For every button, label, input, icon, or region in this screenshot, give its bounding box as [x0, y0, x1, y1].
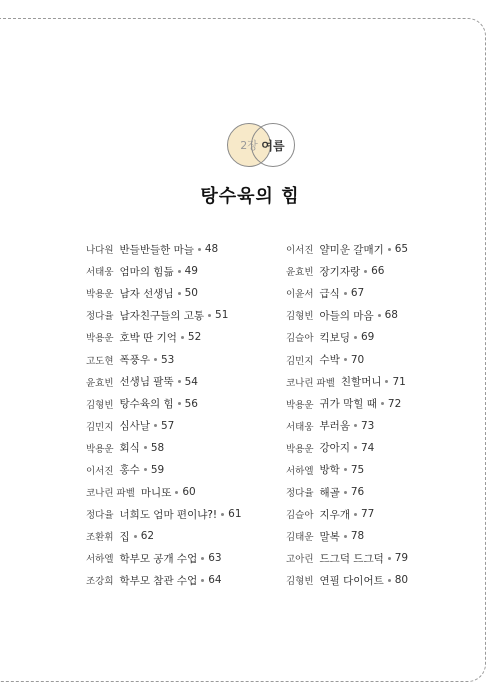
- toc-author: 코나린 파벨: [286, 377, 335, 389]
- dot-separator: [208, 314, 211, 317]
- toc-page-number: 65: [394, 243, 409, 256]
- toc-story-title: 마니또: [140, 486, 172, 499]
- toc-author: 나다원: [86, 245, 114, 257]
- toc-story-title: 학부모 참관 수업: [119, 574, 198, 587]
- dot-separator: [178, 380, 181, 383]
- chapter-title: 탕수육의 힘: [200, 186, 300, 207]
- toc-story-title: 해골: [319, 486, 340, 499]
- toc-page-number: 76: [350, 486, 365, 499]
- toc-entry: [286, 437, 408, 459]
- dot-separator: [178, 270, 181, 273]
- toc-page-number: 58: [150, 441, 165, 454]
- toc-page-number: 56: [184, 397, 198, 410]
- toc-story-title: 학부모 공개 수업: [119, 552, 198, 565]
- toc-story-title: 반들반들한 마늘: [119, 243, 194, 256]
- toc-story-title: 부러움: [319, 420, 350, 433]
- toc-page-number: 49: [184, 265, 198, 278]
- toc-author: 이윤서: [286, 289, 314, 301]
- toc-author: 정다율: [86, 311, 114, 323]
- dot-separator: [344, 468, 347, 471]
- toc-story-title: 아들의 마음: [319, 309, 374, 322]
- toc-entry: [286, 260, 408, 282]
- dot-separator: [364, 270, 367, 273]
- toc-author: 조환휘: [86, 532, 114, 544]
- toc-author: 이서진: [286, 245, 314, 257]
- toc-page-number: 59: [150, 463, 165, 476]
- toc-entry: [86, 326, 242, 348]
- dot-separator: [154, 424, 157, 427]
- toc-story-title: 급식: [319, 287, 340, 300]
- toc-story-title: 지우개: [319, 508, 350, 521]
- toc-page-number: 69: [360, 331, 375, 344]
- page-frame: [0, 18, 486, 682]
- dot-separator: [344, 292, 347, 295]
- dot-separator: [144, 446, 147, 449]
- dot-separator: [198, 248, 201, 251]
- toc-entry: [86, 437, 242, 459]
- toc-page-number: 50: [184, 287, 198, 300]
- toc-author: 고아린: [286, 554, 314, 566]
- toc-author: 박용운: [286, 399, 314, 411]
- toc-author: 서태웅: [86, 267, 114, 279]
- toc-entry: [286, 547, 408, 569]
- season-label: 여름: [261, 138, 285, 153]
- toc-story-title: 말복: [319, 530, 340, 543]
- dot-separator: [354, 513, 357, 516]
- toc-entry: [86, 260, 242, 282]
- toc-entry: [86, 547, 242, 569]
- toc-author: 고도현: [86, 355, 114, 367]
- dot-separator: [344, 358, 347, 361]
- toc-page-number: 74: [360, 441, 375, 454]
- toc-story-title: 킥보딩: [319, 331, 350, 344]
- dot-separator: [144, 468, 147, 471]
- toc-story-title: 호박 딴 기억: [119, 331, 177, 344]
- dot-separator: [344, 491, 347, 494]
- dot-separator: [221, 513, 224, 516]
- dot-separator: [201, 579, 204, 582]
- toc-page-number: 67: [350, 287, 365, 300]
- toc-entry: [86, 238, 242, 260]
- toc-entry: [286, 415, 408, 437]
- toc-entry: [286, 304, 408, 326]
- toc-page-number: 79: [394, 552, 409, 565]
- toc-entry: [286, 503, 408, 525]
- dot-separator: [201, 557, 204, 560]
- dot-separator: [354, 424, 357, 427]
- toc-author: 김민지: [286, 355, 314, 367]
- dot-separator: [385, 380, 388, 383]
- toc-story-title: 남자 선생님: [119, 287, 174, 300]
- toc-entry: [86, 304, 242, 326]
- toc-entry: [86, 481, 242, 503]
- toc-story-title: 집: [119, 530, 130, 543]
- dot-separator: [344, 535, 347, 538]
- dot-separator: [388, 248, 391, 251]
- toc-entry: [286, 459, 408, 481]
- dot-separator: [354, 446, 357, 449]
- toc-page-number: 75: [350, 463, 365, 476]
- toc-entry: [86, 569, 242, 591]
- toc-story-title: 탕수육의 힘: [119, 398, 174, 411]
- toc-author: 서하엘: [286, 465, 314, 477]
- toc-page-number: 48: [204, 243, 219, 256]
- toc-page-number: 66: [371, 265, 385, 278]
- dot-separator: [388, 579, 391, 582]
- toc-page-number: 62: [140, 530, 155, 543]
- toc-author: 김형빈: [286, 311, 314, 323]
- toc-page-number: 78: [350, 530, 365, 543]
- toc-story-title: 수박: [319, 354, 340, 367]
- toc-author: 서하엘: [86, 554, 114, 566]
- toc-author: 정다율: [286, 488, 314, 500]
- toc-author: 정다율: [86, 510, 114, 522]
- dot-separator: [178, 292, 181, 295]
- dot-separator: [154, 358, 157, 361]
- toc-page-number: 68: [384, 309, 398, 322]
- dot-separator: [388, 557, 391, 560]
- toc-page-number: 80: [394, 574, 409, 587]
- toc-author: 김형빈: [286, 576, 314, 588]
- dot-separator: [134, 535, 137, 538]
- chapter-label: 2장: [240, 139, 258, 152]
- toc-story-title: 심사날: [119, 420, 150, 433]
- toc-entry: [86, 393, 242, 415]
- toc-entry: [86, 282, 242, 304]
- toc-page-number: 77: [360, 508, 375, 521]
- toc-story-title: 선생님 팔뚝: [119, 376, 174, 389]
- toc-author: 윤효빈: [286, 267, 314, 279]
- toc-entry: [286, 326, 408, 348]
- toc-page-number: 70: [350, 353, 365, 366]
- dot-separator: [178, 402, 181, 405]
- toc-story-title: 귀가 막힐 때: [319, 398, 377, 411]
- toc-story-title: 엄마의 힘듦: [119, 265, 174, 278]
- toc-entry: [86, 503, 242, 525]
- toc-entry: [286, 569, 408, 591]
- toc-story-title: 너희도 엄마 편이냐?!: [119, 508, 218, 521]
- toc-entry: [86, 348, 242, 370]
- toc-page-number: 73: [360, 419, 375, 432]
- toc-column-left: [86, 238, 242, 592]
- toc-entry: [86, 525, 242, 547]
- toc-author: 김슬아: [286, 333, 314, 345]
- toc-page-number: 71: [392, 375, 406, 388]
- toc-page-number: 63: [208, 552, 222, 565]
- toc-entry: [286, 525, 408, 547]
- season-badge: [251, 123, 295, 167]
- toc-story-title: 회식: [119, 442, 140, 455]
- toc-entry: [86, 371, 242, 393]
- toc-author: 박용운: [86, 289, 114, 301]
- toc-story-title: 장기자랑: [319, 265, 361, 278]
- toc-story-title: 방학: [319, 464, 340, 477]
- toc-story-title: 강아지: [319, 442, 350, 455]
- dot-separator: [175, 491, 178, 494]
- dot-separator: [381, 402, 384, 405]
- toc-entry: [286, 348, 408, 370]
- toc-author: 김형빈: [86, 399, 114, 411]
- dot-separator: [378, 314, 381, 317]
- toc-page-number: 61: [228, 508, 242, 521]
- toc-page-number: 52: [187, 331, 202, 344]
- toc-story-title: 남자친구들의 고통: [119, 309, 205, 322]
- toc-author: 박용운: [286, 443, 314, 455]
- toc-author: 이서진: [86, 465, 114, 477]
- toc-page-number: 53: [160, 353, 175, 366]
- toc-author: 박용운: [86, 443, 114, 455]
- toc-story-title: 홍수: [119, 464, 140, 477]
- toc-author: 조강희: [86, 576, 114, 588]
- toc-author: 김민지: [86, 421, 114, 433]
- toc-author: 코나린 파벨: [86, 488, 135, 500]
- toc-entry: [286, 371, 408, 393]
- toc-story-title: 드그덕 드그덕: [319, 552, 384, 565]
- toc-page-number: 57: [160, 419, 175, 432]
- toc-author: 서태웅: [286, 421, 314, 433]
- toc-entry: [286, 282, 408, 304]
- toc-entry: [86, 459, 242, 481]
- toc-story-title: 폭풍우: [119, 354, 150, 367]
- toc-entry: [286, 481, 408, 503]
- toc-page-number: 51: [215, 309, 229, 322]
- dot-separator: [181, 336, 184, 339]
- toc-story-title: 얄미운 갈매기: [319, 243, 384, 256]
- toc-page-number: 72: [387, 397, 402, 410]
- toc-page-number: 64: [208, 574, 222, 587]
- toc-author: 김태운: [286, 532, 314, 544]
- toc-story-title: 친할머니: [340, 376, 382, 389]
- toc-entry: [86, 415, 242, 437]
- toc-author: 김슬아: [286, 510, 314, 522]
- toc-entry: [286, 238, 408, 260]
- dot-separator: [354, 336, 357, 339]
- toc-column-right: [286, 238, 408, 592]
- toc-page-number: 60: [182, 486, 196, 499]
- toc-entry: [286, 393, 408, 415]
- toc-author: 박용운: [86, 333, 114, 345]
- toc-author: 윤효빈: [86, 377, 114, 389]
- toc-story-title: 연필 다이어트: [319, 574, 384, 587]
- toc-page-number: 54: [184, 375, 198, 388]
